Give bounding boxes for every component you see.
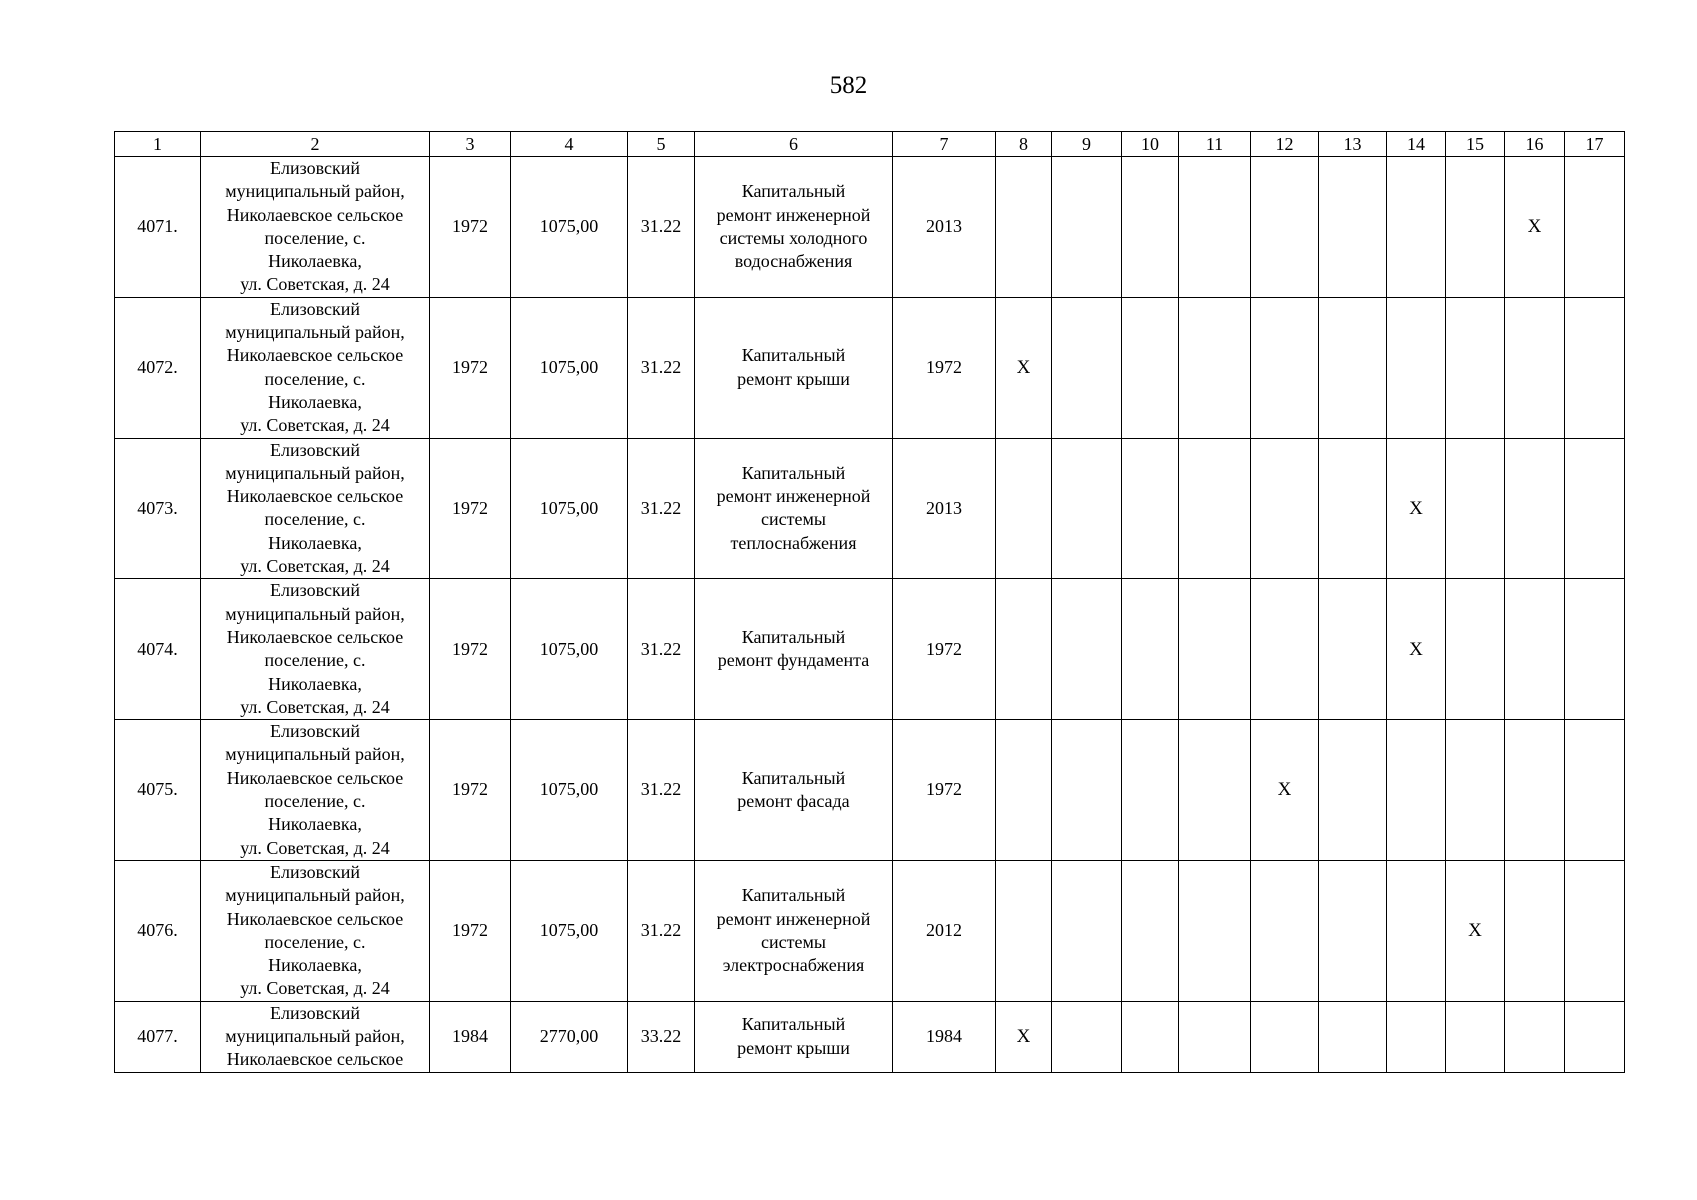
year-built-cell: 1972 [430, 438, 511, 579]
address-cell-line: Николаевское сельское [226, 204, 404, 225]
address-cell-line: Елизовский [269, 158, 360, 178]
area-cell: 2770,00 [511, 1001, 628, 1072]
code-cell: 31.22 [628, 579, 695, 720]
mark-cell [1446, 579, 1505, 720]
address-cell-line: Николаевское сельское [226, 1049, 404, 1070]
mark-cell [1505, 1001, 1565, 1072]
column-number: 8 [996, 132, 1052, 157]
year-cell: 2013 [893, 438, 996, 579]
mark-cell: X [1446, 860, 1505, 1001]
row-number: 4076. [115, 860, 201, 1001]
work-type-cell [695, 1001, 893, 1072]
mark-cell [1446, 297, 1505, 438]
address-cell-line: муниципальный район, [225, 603, 405, 624]
column-number: 5 [628, 132, 695, 157]
column-number: 15 [1446, 132, 1505, 157]
address-cell-line: Елизовский [269, 298, 360, 319]
mark-cell [1387, 860, 1446, 1001]
address-cell-line: ул. Советская, д. 24 [240, 696, 390, 717]
work-type-cell-line: ремонт фасада [737, 791, 850, 812]
mark-cell: X [1505, 157, 1565, 298]
address-cell [201, 297, 430, 438]
row-number: 4075. [115, 720, 201, 861]
mark-cell [1319, 157, 1387, 298]
address-cell-line: Николаевка, [268, 391, 362, 412]
work-type-cell-line: Капитальный [741, 345, 846, 366]
mark-cell: X [996, 297, 1052, 438]
year-built-cell: 1972 [430, 720, 511, 861]
column-number: 9 [1052, 132, 1122, 157]
code-cell: 31.22 [628, 438, 695, 579]
mark-cell [1565, 1001, 1625, 1072]
column-number: 13 [1319, 132, 1387, 157]
mark-cell: X [1251, 720, 1319, 861]
mark-cell [1251, 579, 1319, 720]
address-cell-line: поселение, с. [264, 509, 366, 530]
column-number: 2 [201, 132, 430, 157]
mark-cell [1052, 720, 1122, 861]
table-row [115, 1001, 1625, 1072]
column-number: 10 [1122, 132, 1179, 157]
work-type-cell-line: водоснабжения [734, 251, 853, 272]
mark-cell [1179, 579, 1251, 720]
address-cell-line: Елизовский [269, 861, 360, 882]
mark-cell: X [996, 1001, 1052, 1072]
year-built-cell: 1972 [430, 297, 511, 438]
year-cell: 1984 [893, 1001, 996, 1072]
mark-cell [1565, 157, 1625, 298]
address-cell-line: Елизовский [269, 1002, 360, 1023]
column-number: 14 [1387, 132, 1446, 157]
year-built-cell: 1972 [430, 157, 511, 298]
address-cell-line: Николаевка, [268, 532, 362, 553]
mark-cell [1319, 438, 1387, 579]
mark-cell [1565, 579, 1625, 720]
code-cell: 31.22 [628, 860, 695, 1001]
column-number: 3 [430, 132, 511, 157]
address-cell-line: поселение, с. [264, 650, 366, 671]
address-cell-line: муниципальный район, [225, 885, 405, 906]
column-number-row [115, 132, 1625, 157]
mark-cell [996, 157, 1052, 298]
table-row [115, 579, 1625, 720]
work-type-cell-line: Капитальный [741, 626, 846, 647]
mark-cell [1052, 297, 1122, 438]
address-cell-line: Николаевское сельское [226, 908, 404, 929]
work-type-cell-line: Капитальный [741, 1014, 846, 1035]
mark-cell [1505, 579, 1565, 720]
address-cell [201, 157, 430, 298]
mark-cell [1319, 1001, 1387, 1072]
mark-cell [1122, 297, 1179, 438]
mark-cell [1446, 438, 1505, 579]
mark-cell [1251, 157, 1319, 298]
column-number: 17 [1565, 132, 1625, 157]
mark-cell [1122, 720, 1179, 861]
code-cell: 31.22 [628, 720, 695, 861]
mark-cell [1052, 438, 1122, 579]
mark-cell [1505, 720, 1565, 861]
mark-cell [1052, 1001, 1122, 1072]
column-number: 16 [1505, 132, 1565, 157]
address-cell-line: поселение, с. [264, 227, 366, 248]
mark-cell [1122, 579, 1179, 720]
column-number: 12 [1251, 132, 1319, 157]
work-type-cell-line: ремонт инженерной [716, 486, 871, 507]
mark-cell [1251, 438, 1319, 579]
row-number: 4072. [115, 297, 201, 438]
mark-cell [1251, 1001, 1319, 1072]
mark-cell: X [1387, 579, 1446, 720]
area-cell: 1075,00 [511, 579, 628, 720]
mark-cell [1052, 157, 1122, 298]
mark-cell [1387, 1001, 1446, 1072]
address-cell-line: Елизовский [269, 439, 360, 460]
mark-cell [1565, 297, 1625, 438]
mark-cell [996, 438, 1052, 579]
column-number: 1 [115, 132, 201, 157]
address-cell-line: муниципальный район, [225, 181, 405, 202]
page-number: 582 [829, 72, 868, 99]
table-row [115, 297, 1625, 438]
address-cell [201, 860, 430, 1001]
work-type-cell-line: Капитальный [741, 462, 846, 483]
area-cell: 1075,00 [511, 438, 628, 579]
address-cell-line: Николаевка, [268, 814, 362, 835]
mark-cell [996, 860, 1052, 1001]
area-cell: 1075,00 [511, 157, 628, 298]
column-number: 6 [695, 132, 893, 157]
address-cell-line: Николаевское сельское [226, 767, 404, 788]
mark-cell: X [1387, 438, 1446, 579]
mark-cell [1446, 1001, 1505, 1072]
address-cell-line: Елизовский [269, 721, 360, 742]
address-cell-line: ул. Советская, д. 24 [240, 556, 390, 577]
row-number: 4071. [115, 157, 201, 298]
mark-cell [1505, 860, 1565, 1001]
work-type-cell-line: Капитальный [741, 181, 846, 202]
mark-cell [1052, 579, 1122, 720]
area-cell: 1075,00 [511, 720, 628, 861]
address-cell-line: поселение, с. [264, 931, 366, 952]
column-number: 4 [511, 132, 628, 157]
register-table [114, 131, 1625, 1073]
code-cell: 31.22 [628, 297, 695, 438]
mark-cell [1446, 157, 1505, 298]
column-number: 11 [1179, 132, 1251, 157]
mark-cell [1505, 438, 1565, 579]
mark-cell [1122, 1001, 1179, 1072]
work-type-cell-line: Капитальный [741, 885, 846, 906]
year-cell: 1972 [893, 297, 996, 438]
address-cell-line: Николаевское сельское [226, 486, 404, 507]
mark-cell [1179, 297, 1251, 438]
table-row [115, 720, 1625, 861]
mark-cell [1052, 860, 1122, 1001]
address-cell [201, 438, 430, 579]
year-built-cell: 1972 [430, 579, 511, 720]
mark-cell [1319, 720, 1387, 861]
mark-cell [1319, 860, 1387, 1001]
address-cell-line: ул. Советская, д. 24 [240, 415, 390, 436]
address-cell [201, 579, 430, 720]
work-type-cell-line: ремонт инженерной [716, 908, 871, 929]
mark-cell [1179, 157, 1251, 298]
row-number: 4077. [115, 1001, 201, 1072]
work-type-cell [695, 297, 893, 438]
table-row [115, 438, 1625, 579]
address-cell-line: ул. Советская, д. 24 [240, 978, 390, 999]
address-cell-line: Елизовский [269, 580, 360, 601]
address-cell-line: муниципальный район, [225, 1025, 405, 1046]
mark-cell [996, 579, 1052, 720]
mark-cell [1387, 297, 1446, 438]
address-cell [201, 720, 430, 861]
mark-cell [1565, 720, 1625, 861]
year-cell: 1972 [893, 579, 996, 720]
address-cell-line: поселение, с. [264, 791, 366, 812]
work-type-cell-line: системы [761, 931, 826, 952]
row-number: 4074. [115, 579, 201, 720]
mark-cell [1319, 579, 1387, 720]
mark-cell [1179, 720, 1251, 861]
work-type-cell-line: теплоснабжения [730, 532, 857, 553]
address-cell-line: ул. Советская, д. 24 [240, 274, 390, 295]
work-type-cell-line: ремонт крыши [737, 368, 850, 389]
mark-cell [1251, 860, 1319, 1001]
mark-cell [1179, 438, 1251, 579]
work-type-cell [695, 579, 893, 720]
work-type-cell [695, 860, 893, 1001]
year-cell: 2013 [893, 157, 996, 298]
work-type-cell-line: ремонт фундамента [717, 650, 870, 671]
mark-cell [1505, 297, 1565, 438]
mark-cell [1565, 438, 1625, 579]
work-type-cell [695, 720, 893, 861]
work-type-cell-line: электроснабжения [722, 955, 865, 976]
column-number: 7 [893, 132, 996, 157]
year-cell: 2012 [893, 860, 996, 1001]
address-cell-line: ул. Советская, д. 24 [240, 837, 390, 858]
mark-cell [1122, 438, 1179, 579]
work-type-cell-line: системы [761, 509, 826, 530]
code-cell: 33.22 [628, 1001, 695, 1072]
area-cell: 1075,00 [511, 297, 628, 438]
mark-cell [1179, 1001, 1251, 1072]
mark-cell [1122, 157, 1179, 298]
table-body [115, 157, 1625, 1073]
mark-cell [1565, 860, 1625, 1001]
year-cell: 1972 [893, 720, 996, 861]
address-cell-line: муниципальный район, [225, 462, 405, 483]
mark-cell [996, 720, 1052, 861]
mark-cell [1179, 860, 1251, 1001]
year-built-cell: 1984 [430, 1001, 511, 1072]
work-type-cell-line: Капитальный [741, 767, 846, 788]
mark-cell [1319, 297, 1387, 438]
year-built-cell: 1972 [430, 860, 511, 1001]
row-number: 4073. [115, 438, 201, 579]
work-type-cell [695, 438, 893, 579]
address-cell [201, 1001, 430, 1072]
work-type-cell-line: системы холодного [719, 227, 868, 248]
work-type-cell [695, 157, 893, 298]
mark-cell [1387, 720, 1446, 861]
address-cell-line: муниципальный район, [225, 744, 405, 765]
table-row [115, 157, 1625, 298]
mark-cell [1122, 860, 1179, 1001]
address-cell-line: Николаевка, [268, 673, 362, 694]
table-row [115, 860, 1625, 1001]
address-cell-line: Николаевское сельское [226, 626, 404, 647]
address-cell-line: Николаевское сельское [226, 345, 404, 366]
mark-cell [1387, 157, 1446, 298]
address-cell-line: муниципальный район, [225, 322, 405, 343]
mark-cell [1446, 720, 1505, 861]
mark-cell [1251, 297, 1319, 438]
work-type-cell-line: ремонт крыши [737, 1037, 850, 1058]
address-cell-line: Николаевка, [268, 251, 362, 272]
area-cell: 1075,00 [511, 860, 628, 1001]
address-cell-line: Николаевка, [268, 955, 362, 976]
code-cell: 31.22 [628, 157, 695, 298]
address-cell-line: поселение, с. [264, 368, 366, 389]
work-type-cell-line: ремонт инженерной [716, 204, 871, 225]
